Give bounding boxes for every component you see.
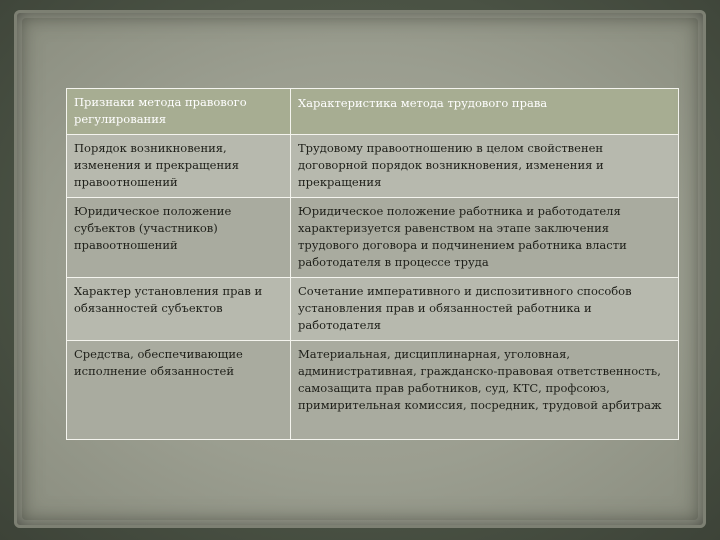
row-feature-cell: Юридическое положение субъектов (участников) правоотношений — [67, 198, 291, 278]
table-row — [67, 135, 679, 198]
row-feature-cell: Характер установления прав и обязанностей субъектов — [67, 278, 291, 341]
row-characteristic-cell: Юридическое положение работника и работодателя характеризуется равенством на этапе заключения трудового договора и подчинением работника власти работодателя в процессе труда — [291, 198, 679, 278]
table-header-row — [67, 89, 679, 135]
paper-background — [14, 10, 706, 528]
row-characteristic-cell: Трудовому правоотношению в целом свойственен договорной порядок возникновения, изменения и прекращения — [291, 135, 679, 198]
row-characteristic-cell: Сочетание императивного и диспозитивного способов установления прав и обязанностей работника и работодателя — [291, 278, 679, 341]
row-feature-cell: Средства, обеспечивающие исполнение обязанностей — [67, 341, 291, 440]
row-characteristic-cell: Материальная, дисциплинарная, уголовная, административная, гражданско-правовая ответственность, самозащита прав работников, суд, КТС, профсоюз, примирительная комиссия, посредник, трудовой арбитраж — [291, 341, 679, 440]
table-row — [67, 198, 679, 278]
header-characteristic: Характеристика метода трудового права — [291, 89, 679, 135]
table-row — [67, 341, 679, 440]
comparison-table — [66, 88, 679, 440]
row-feature-cell: Порядок возникновения, изменения и прекращения правоотношений — [67, 135, 291, 198]
comparison-table-container — [66, 88, 678, 440]
header-feature: Признаки метода правового регулирования — [67, 89, 291, 135]
table-row — [67, 278, 679, 341]
